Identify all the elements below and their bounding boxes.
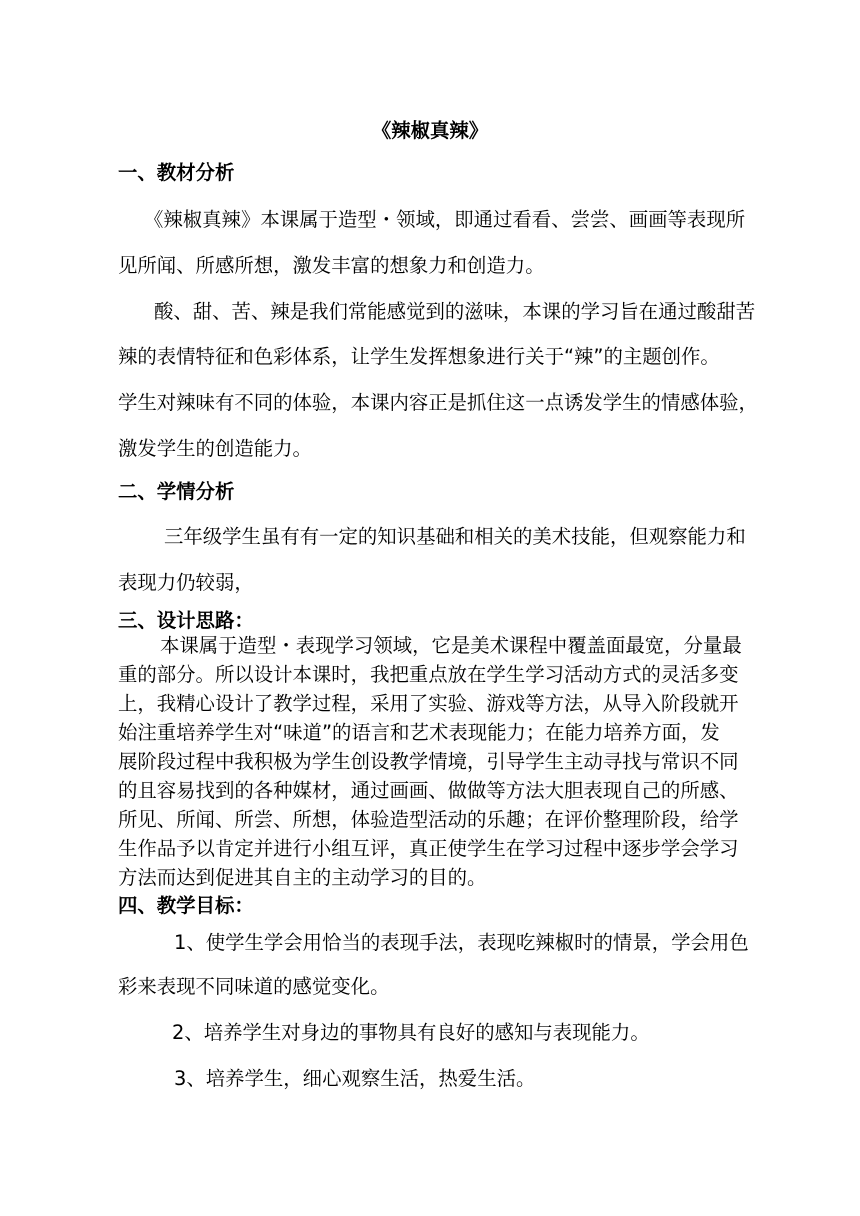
paragraph-line: 始注重培养学生对“味道”的语言和艺术表现能力；在能力培养方面，发 [118,721,720,744]
paragraph-line: 酸、甜、苦、辣是我们常能感觉到的滋味，本课的学习旨在通过酸甜苦 [154,300,756,323]
paragraph-line: 激发学生的创造能力。 [118,437,312,460]
paragraph-line: 上，我精心设计了教学过程，采用了实验、游戏等方法，从导入阶段就开 [118,692,739,715]
paragraph-line: 展阶段过程中我积极为学生创设教学情境，引导学生主动寻找与常识不同 [118,750,739,773]
goal-item-continued: 彩来表现不同味道的感觉变化。 [118,975,390,998]
goal-item: 3、培养学生，细心观察生活，热爱生活。 [174,1067,536,1090]
document-title: 《辣椒真辣》 [371,119,489,142]
paragraph-line: 三年级学生虽有有一定的知识基础和相关的美术技能，但观察能力和 [164,525,746,548]
section-heading-student-analysis: 二、学情分析 [118,480,235,503]
paragraph-line: 本课属于造型・表现学习领域，它是美术课程中覆盖面最宽，分量最 [160,634,742,657]
goal-item: 1、使学生学会用恰当的表现手法，表现吃辣椒时的情景，学会用色 [174,931,749,954]
paragraph-line: 所见、所闻、所尝、所想，体验造型活动的乐趣；在评价整理阶段，给学 [118,808,739,831]
section-heading-design-ideas: 三、设计思路： [118,609,254,632]
paragraph-line: 学生对辣味有不同的体验，本课内容正是抓住这一点诱发学生的情感体验， [118,391,758,414]
paragraph-line: 《辣椒真辣》本课属于造型・领域，即通过看看、尝尝、画画等表现所 [144,208,746,231]
section-heading-teaching-goals: 四、教学目标： [118,894,254,917]
paragraph-line: 辣的表情特征和色彩体系，让学生发挥想象进行关于“辣”的主题创作。 [118,345,720,368]
paragraph-line: 重的部分。所以设计本课时，我把重点放在学生学习活动方式的灵活多变 [118,663,739,686]
paragraph-line: 的且容易找到的各种媒材，通过画画、做做等方法大胆表现自己的所感、 [118,779,739,802]
paragraph-line: 生作品予以肯定并进行小组互评，真正使学生在学习过程中逐步学会学习 [118,837,739,860]
paragraph-line: 表现力仍较弱， [118,571,254,594]
paragraph-line: 见所闻、所感所想，激发丰富的想象力和创造力。 [118,254,545,277]
section-heading-textbook-analysis: 一、教材分析 [118,161,235,184]
goal-item: 2、培养学生对身边的事物具有良好的感知与表现能力。 [172,1021,650,1044]
paragraph-line: 方法而达到促进其自主的主动学习的目的。 [118,866,487,889]
